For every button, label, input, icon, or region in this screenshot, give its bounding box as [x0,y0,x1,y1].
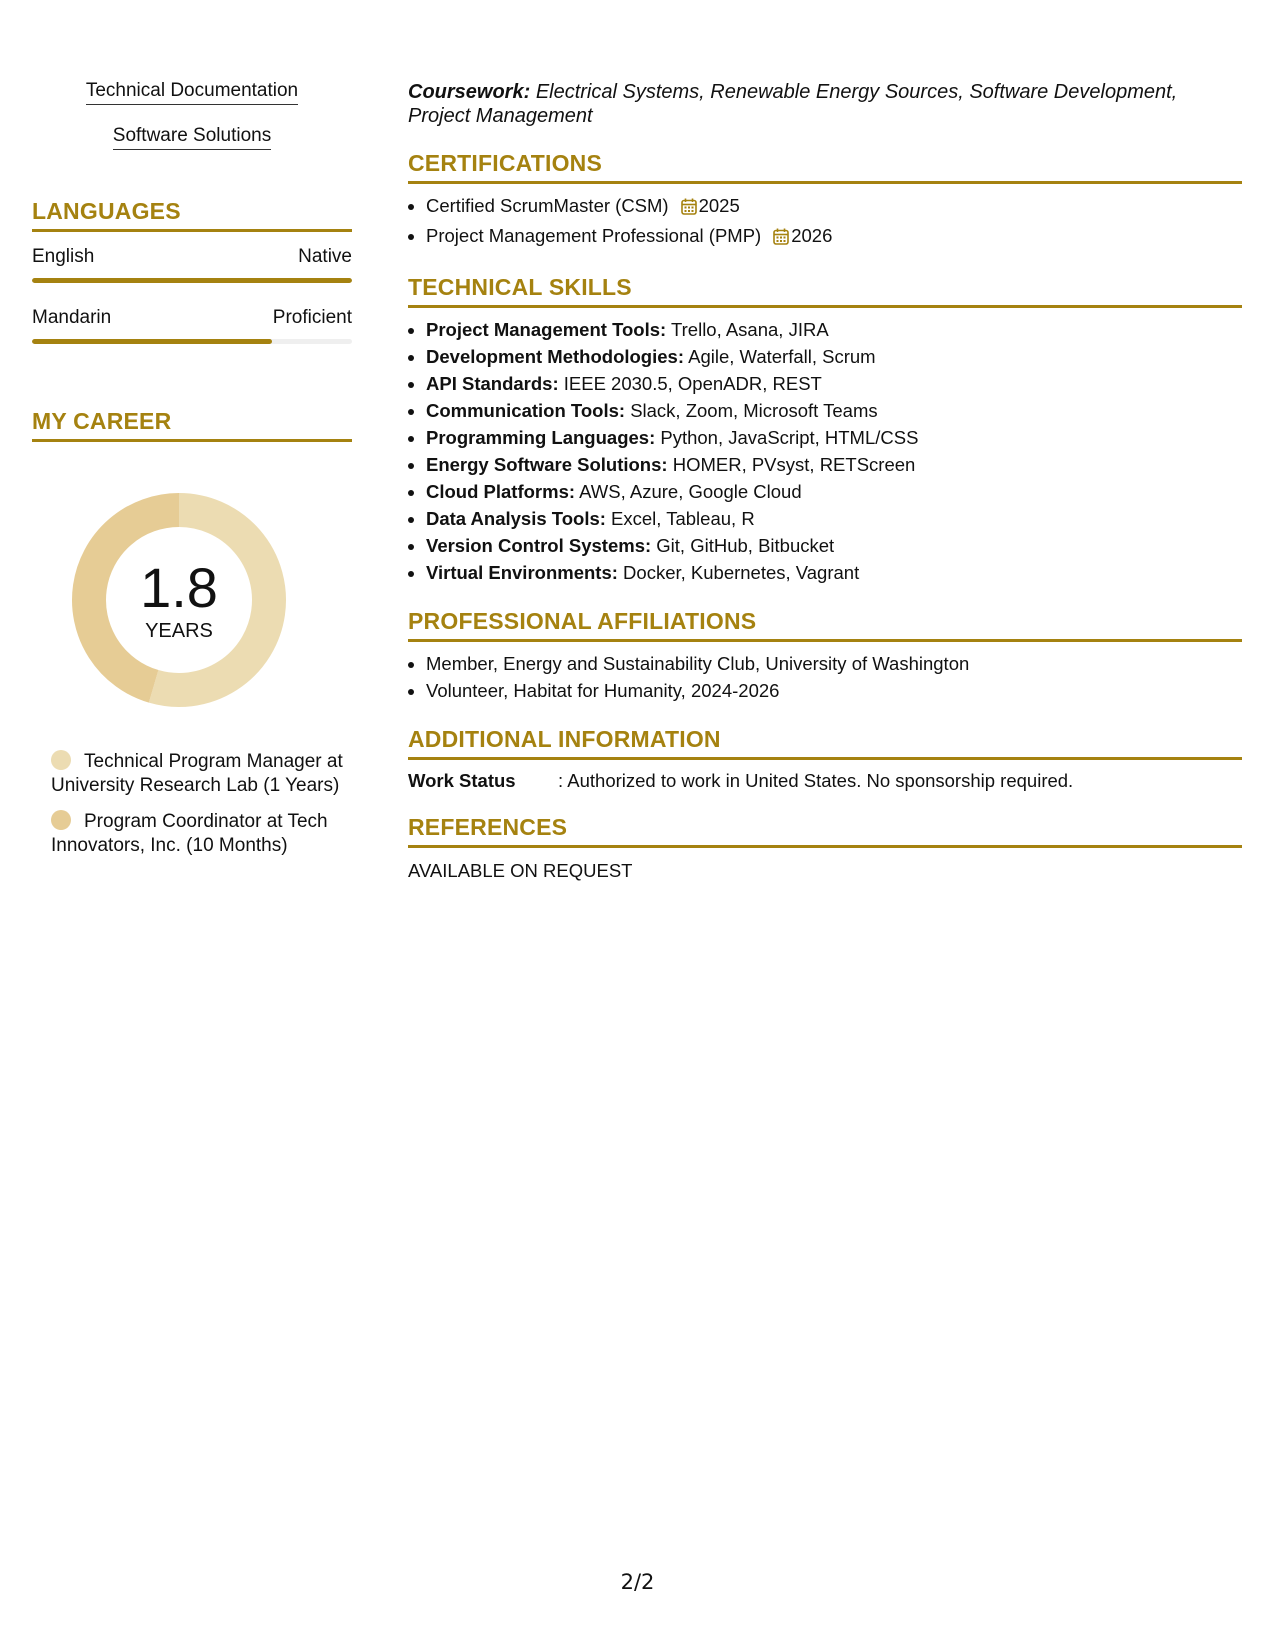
technical-skill-value: AWS, Azure, Google Cloud [579,481,802,502]
work-status-value: : Authorized to work in United States. No sponsorship required. [558,770,1074,791]
technical-skill-label: API Standards: [426,373,559,394]
language-level: Proficient [272,307,352,328]
technical-skill-value: Excel, Tableau, R [611,508,755,529]
language-bar-fill [32,278,352,283]
language-item [32,246,352,283]
work-status-row [408,770,1242,792]
legend-dot-icon [51,810,71,830]
technical-skill-item [426,478,1242,505]
career-legend-item [51,810,351,858]
career-legend [32,750,352,858]
certifications-list [408,192,1242,252]
skill-tag: Software Solutions [32,125,352,150]
career-donut-chart [65,486,293,714]
affiliation-item: • Member, Energy and Sustainability Club, University of Washington [426,650,1242,677]
technical-skill-label: Virtual Environments: [426,562,618,583]
technical-skill-label: Programming Languages: [426,427,656,448]
technical-skill-value: Git, GitHub, Bitbucket [656,535,835,556]
technical-skill-item [426,343,1242,370]
coursework-label: Coursework: [408,81,531,103]
career-total-unit: YEARS [145,620,213,642]
certification-year: 2026 [791,225,833,246]
technical-skill-item [426,559,1242,586]
coursework [408,80,1242,128]
technical-skill-item [426,397,1242,424]
technical-skills-list [408,316,1242,586]
languages-list [32,246,352,344]
references-title: REFERENCES [408,814,1242,848]
certification-year: 2025 [698,195,740,216]
certification-item [426,222,1242,252]
technical-skill-value: Agile, Waterfall, Scrum [688,346,876,367]
language-bar [32,278,352,283]
technical-skill-label: Cloud Platforms: [426,481,576,502]
technical-skill-label: Development Methodologies: [426,346,684,367]
technical-skill-label: Project Management Tools: [426,319,667,340]
technical-skill-item [426,370,1242,397]
languages-title: LANGUAGES [32,198,352,232]
technical-skill-value: Python, JavaScript, HTML/CSS [660,427,919,448]
career-legend-item [51,750,351,798]
technical-skill-label: Version Control Systems: [426,535,652,556]
right-column [408,80,1242,882]
technical-skill-label: Data Analysis Tools: [426,508,606,529]
language-item [32,307,352,344]
affiliations-title: PROFESSIONAL AFFILIATIONS [408,608,1242,642]
language-name: Mandarin [32,307,112,328]
technical-skill-value: Trello, Asana, JIRA [671,319,829,340]
technical-skill-value: HOMER, PVsyst, RETScreen [672,454,916,475]
career-title: MY CAREER [32,408,352,442]
language-level: Native [298,246,352,267]
certification-name: Project Management Professional (PMP) [426,225,762,246]
career-legend-label: Technical Program Manager at University Research Lab (1 Years) [51,751,343,796]
calendar-icon [773,225,789,252]
language-name: English [32,246,95,267]
technical-skill-item [426,505,1242,532]
certifications-title: CERTIFICATIONS [408,150,1242,184]
technical-skill-item [426,532,1242,559]
certification-item [426,192,1242,222]
page-number: 2/2 [620,1570,655,1594]
technical-skill-label: Energy Software Solutions: [426,454,668,475]
technical-skill-value: Docker, Kubernetes, Vagrant [623,562,860,583]
technical-skill-item [426,316,1242,343]
career-total-years: 1.8 [140,556,218,619]
affiliation-item: • Volunteer, Habitat for Humanity, 2024-2026 [426,677,1242,704]
affiliations-list [408,650,1242,704]
work-status-label: Work Status [408,770,516,791]
technical-skill-label: Communication Tools: [426,400,626,421]
references-text: AVAILABLE ON REQUEST [408,860,633,881]
technical-skill-value: IEEE 2030.5, OpenADR, REST [563,373,822,394]
coursework-text: Electrical Systems, Renewable Energy Sources, Software Development, Project Management [408,81,1178,127]
skill-tag: Technical Documentation [32,80,352,105]
certification-name: Certified ScrumMaster (CSM) [426,195,669,216]
additional-info-title: ADDITIONAL INFORMATION [408,726,1242,760]
technical-skill-item [426,451,1242,478]
technical-skill-item [426,424,1242,451]
career-legend-label: Program Coordinator at Tech Innovators, Inc. (10 Months) [51,811,328,856]
legend-dot-icon [51,750,71,770]
calendar-icon [681,195,697,222]
left-column [32,80,352,858]
technical-skill-value: Slack, Zoom, Microsoft Teams [630,400,878,421]
technical-skills-title: TECHNICAL SKILLS [408,274,1242,308]
